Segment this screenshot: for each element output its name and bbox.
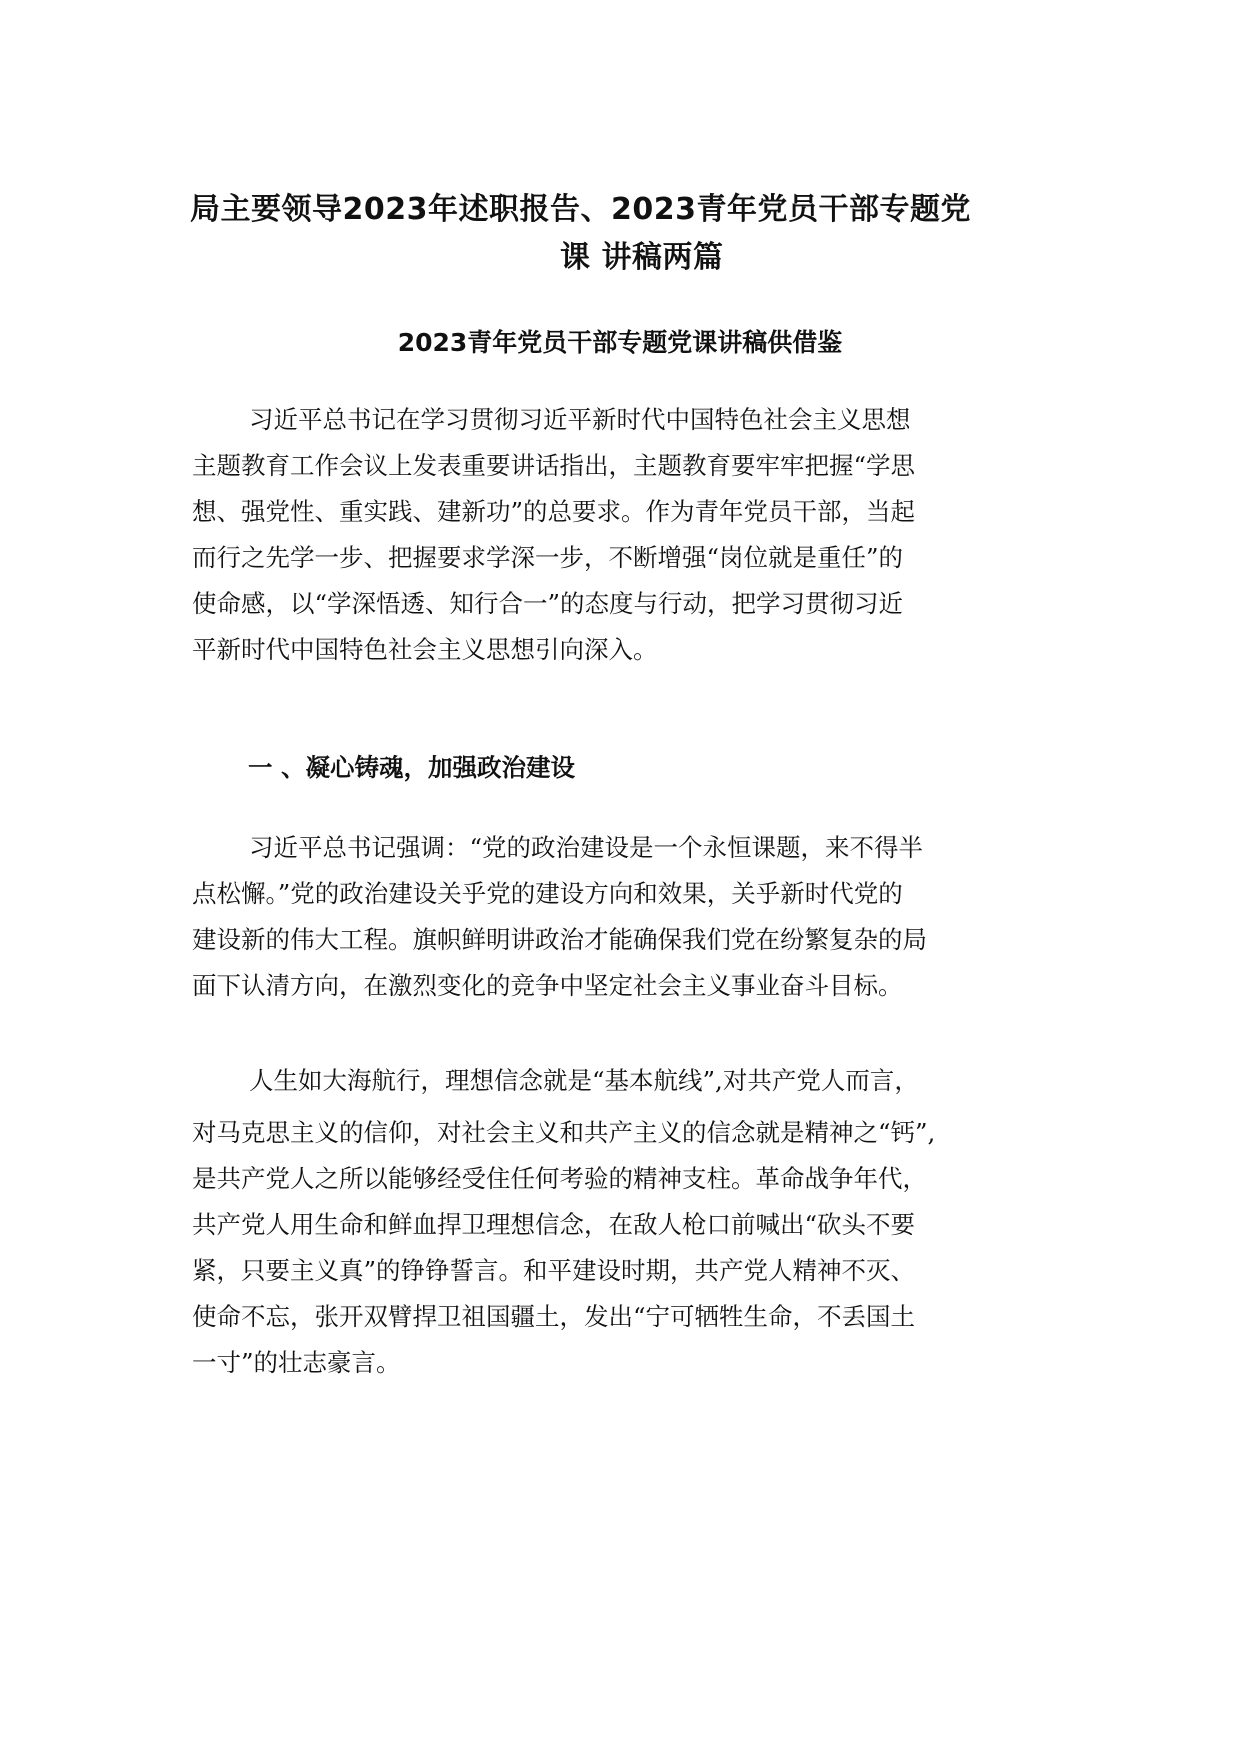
paragraph-line: 是共产党人之所以能够经受住任何考验的精神支柱。革命战争年代， (192, 1164, 927, 1193)
section-heading-1: 一 、凝心铸魂，加强政治建设 (248, 753, 576, 782)
paragraph-line: 点松懈。”党的政治建设关乎党的建设方向和效果，关乎新时代党的 (192, 879, 903, 908)
paragraph-line: 想、强党性、重实践、建新功”的总要求。作为青年党员干部，当起 (192, 497, 916, 526)
paragraph-line: 主题教育工作会议上发表重要讲话指出，主题教育要牢牢把握“学思 (192, 451, 916, 480)
paragraph-line: 对马克思主义的信仰，对社会主义和共产主义的信念就是精神之“钙”, (192, 1118, 936, 1147)
title-line-1: 局主要领导2023年述职报告、2023青年党员干部专题党 (190, 192, 971, 227)
paragraph-line: 一寸”的壮志豪言。 (192, 1348, 401, 1377)
paragraph-line: 使命感，以“学深悟透、知行合一”的态度与行动，把学习贯彻习近 (192, 589, 904, 618)
paragraph-line: 平新时代中国特色社会主义思想引向深入。 (192, 635, 658, 664)
paragraph-line: 而行之先学一步、把握要求学深一步，不断增强“岗位就是重任”的 (192, 543, 904, 572)
paragraph-line: 紧，只要主义真”的铮铮誓言。和平建设时期，共产党人精神不灭、 (192, 1256, 916, 1285)
paragraph-line: 习近平总书记强调：“党的政治建设是一个永恒课题，来不得半 (249, 833, 924, 862)
document-subtitle: 2023青年党员干部专题党课讲稿供借鉴 (397, 328, 843, 357)
paragraph-line: 人生如大海航行，理想信念就是“基本航线”,对共产党人而言， (249, 1066, 919, 1095)
paragraph-line: 习近平总书记在学习贯彻习近平新时代中国特色社会主义思想 (249, 405, 911, 434)
paragraph-political-building (192, 825, 1052, 1009)
title-line-2: 课 讲稿两篇 (560, 240, 724, 275)
paragraph-line: 面下认清方向，在激烈变化的竞争中坚定社会主义事业奋斗目标。 (192, 971, 903, 1000)
paragraph-line: 共产党人用生命和鲜血捍卫理想信念，在敌人枪口前喊出“砍头不要 (192, 1210, 916, 1239)
paragraph-intro (192, 397, 1052, 673)
document-title (190, 186, 1050, 282)
paragraph-line: 建设新的伟大工程。旗帜鲜明讲政治才能确保我们党在纷繁复杂的局 (192, 925, 927, 954)
paragraph-line: 使命不忘，张开双臂捍卫祖国疆土，发出“宁可牺牲生命，不丢国土 (192, 1302, 916, 1331)
paragraph-ideals-beliefs (192, 1058, 1052, 1386)
